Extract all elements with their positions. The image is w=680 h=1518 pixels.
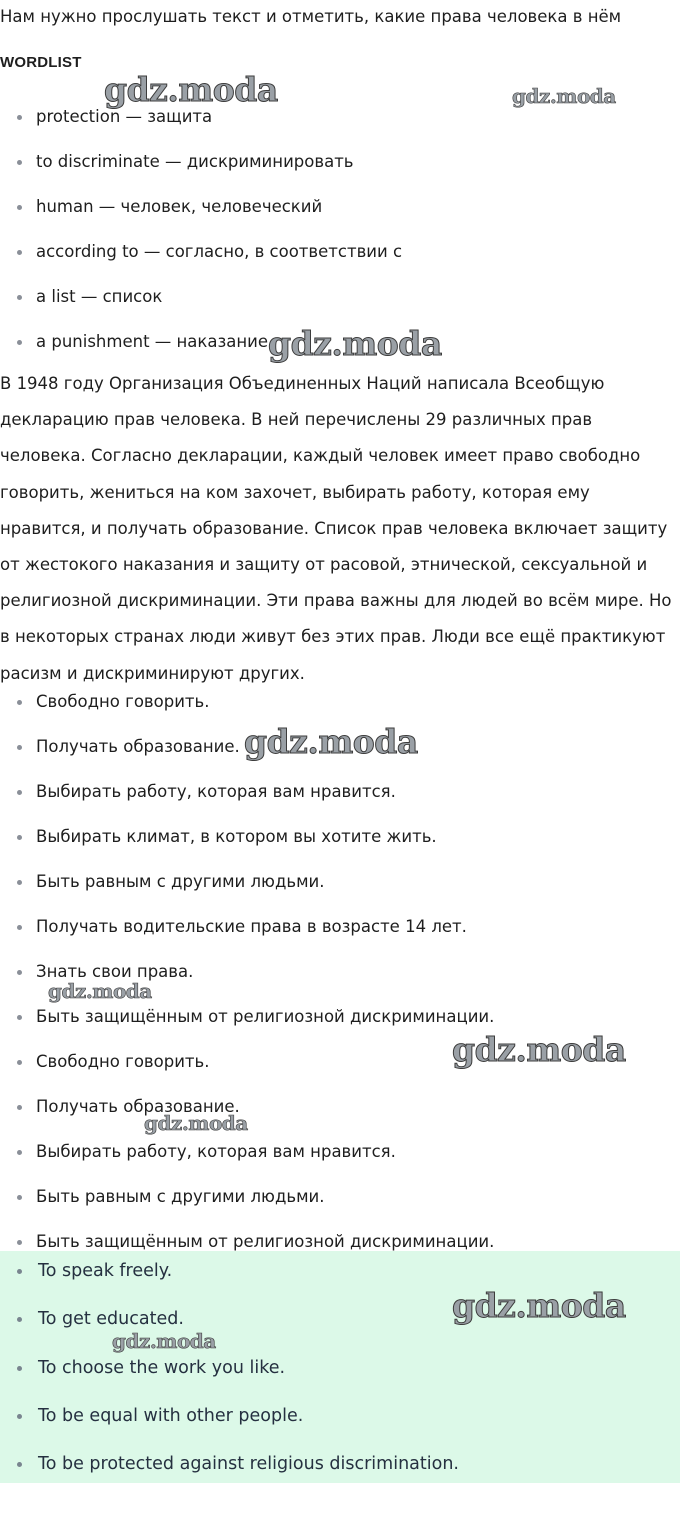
bullet-icon: [17, 1414, 22, 1419]
wordlist-item: [0, 196, 680, 241]
checklist-item: [0, 1096, 680, 1141]
bullet-icon: [17, 250, 22, 255]
checklist-item: [0, 781, 680, 826]
wordlist-item-text: a list — список: [36, 287, 163, 306]
watermark-logo: gdz.moda: [244, 722, 418, 761]
checklist-item: [0, 736, 680, 781]
bullet-icon: [17, 1269, 22, 1274]
checklist-item-text: Знать свои права.: [36, 962, 194, 981]
checklist-item-text: Выбирать работу, которая вам нравится.: [36, 782, 396, 801]
checklist-item-text: Быть защищённым от религиозной дискриминации.: [36, 1232, 495, 1251]
wordlist-item-text: protection — защита: [36, 107, 213, 126]
watermark-logo: gdz.moda: [112, 1329, 216, 1353]
bullet-icon: [17, 340, 22, 345]
wordlist-heading: WORDLIST: [0, 54, 82, 71]
wordlist-item-text: to discriminate — дискриминировать: [36, 152, 354, 171]
wordlist-item-text: according to — согласно, в соответствии с: [36, 242, 403, 261]
checklist-item-text: Выбирать работу, которая вам нравится.: [36, 1142, 396, 1161]
bullet-icon: [17, 115, 22, 120]
bullet-icon: [17, 1462, 22, 1467]
bullet-icon: [17, 925, 22, 930]
bullet-icon: [17, 700, 22, 705]
bullet-icon: [17, 295, 22, 300]
answer-list: [0, 1259, 680, 1500]
answer-item: [0, 1404, 680, 1452]
answer-item: [0, 1356, 680, 1404]
watermark-logo: gdz.moda: [268, 324, 442, 363]
checklist-item-text: Быть защищённым от религиозной дискриминации.: [36, 1007, 495, 1026]
checklist-item: [0, 691, 680, 736]
watermark-logo: gdz.moda: [512, 84, 616, 108]
checklist-item-text: Свободно говорить.: [36, 1052, 210, 1071]
watermark-logo: gdz.moda: [144, 1111, 248, 1135]
bullet-icon: [17, 790, 22, 795]
checklist-item: [0, 916, 680, 961]
intro-text: Нам нужно прослушать текст и отметить, какие права человека в нём: [0, 7, 622, 26]
answer-item: [0, 1307, 680, 1355]
wordlist-item: [0, 286, 680, 331]
watermark-logo: gdz.moda: [104, 70, 278, 109]
bullet-icon: [17, 970, 22, 975]
bullet-icon: [17, 1105, 22, 1110]
wordlist-item: [0, 106, 680, 151]
checklist-item-text: Свободно говорить.: [36, 692, 210, 711]
bullet-icon: [17, 1317, 22, 1322]
answer-item: [0, 1452, 680, 1500]
bullet-icon: [17, 1015, 22, 1020]
checklist-item: [0, 961, 680, 1006]
checklist-item: [0, 1051, 680, 1096]
bullet-icon: [17, 745, 22, 750]
wordlist-item: [0, 241, 680, 286]
answer-item-text: To get educated.: [38, 1309, 184, 1330]
bullet-icon: [17, 1060, 22, 1065]
bullet-icon: [17, 1366, 22, 1371]
watermark-logo: gdz.moda: [452, 1030, 626, 1069]
watermark-logo: gdz.moda: [48, 979, 152, 1003]
checklist-item: [0, 871, 680, 916]
wordlist-item-text: human — человек, человеческий: [36, 197, 323, 216]
bullet-icon: [17, 1150, 22, 1155]
bullet-icon: [17, 205, 22, 210]
checklist-item: [0, 826, 680, 871]
bullet-icon: [17, 880, 22, 885]
checklist-item-text: Получать образование.: [36, 1097, 240, 1116]
answer-item-text: To speak freely.: [38, 1261, 173, 1281]
checklist-item-text: Быть равным с другими людьми.: [36, 872, 325, 891]
checklist-item: [0, 1141, 680, 1186]
answer-item: [0, 1259, 680, 1307]
wordlist-item-text: a punishment — наказание: [36, 332, 269, 351]
checklist-item: [0, 1186, 680, 1231]
checklist-item-text: Получать водительские права в возрасте 14 лет.: [36, 917, 467, 936]
checklist-item-text: Выбирать климат, в котором вы хотите жить.: [36, 827, 437, 846]
bullet-icon: [17, 160, 22, 165]
bullet-icon: [17, 835, 22, 840]
checklist-item-text: Получать образование.: [36, 737, 240, 756]
answer-item-text: To be protected against religious discrimination.: [38, 1454, 459, 1475]
checklist-item: [0, 1006, 680, 1051]
watermark-logo: gdz.moda: [452, 1286, 626, 1325]
translation-paragraph: В 1948 году Организация Объединенных Наций написала Всеобщую декларацию прав человека. В ней перечислены 29 различных прав человека. Согласно декларации, каждый человек имеет право свободно говорить, жениться на ком захочет, выбирать работу, которая ему нравится, и получать образование. Список прав человека включает защиту от жестокого наказания и защиту от расовой, этнической, сексуальной и религиозной дискриминации. Эти права важны для людей во всём мире. Но в некоторых странах люди живут без этих прав. Люди все ещё практикуют расизм и дискриминируют других.: [0, 374, 672, 683]
checklist-item-text: Быть равным с другими людьми.: [36, 1187, 325, 1206]
wordlist-item: [0, 151, 680, 196]
bullet-icon: [17, 1195, 22, 1200]
bullet-icon: [17, 1240, 22, 1245]
answer-item-text: To choose the work you like.: [38, 1357, 286, 1378]
answer-item-text: To be equal with other people.: [38, 1405, 304, 1426]
rights-checklist: [0, 691, 680, 1276]
wordlist: [0, 106, 680, 376]
